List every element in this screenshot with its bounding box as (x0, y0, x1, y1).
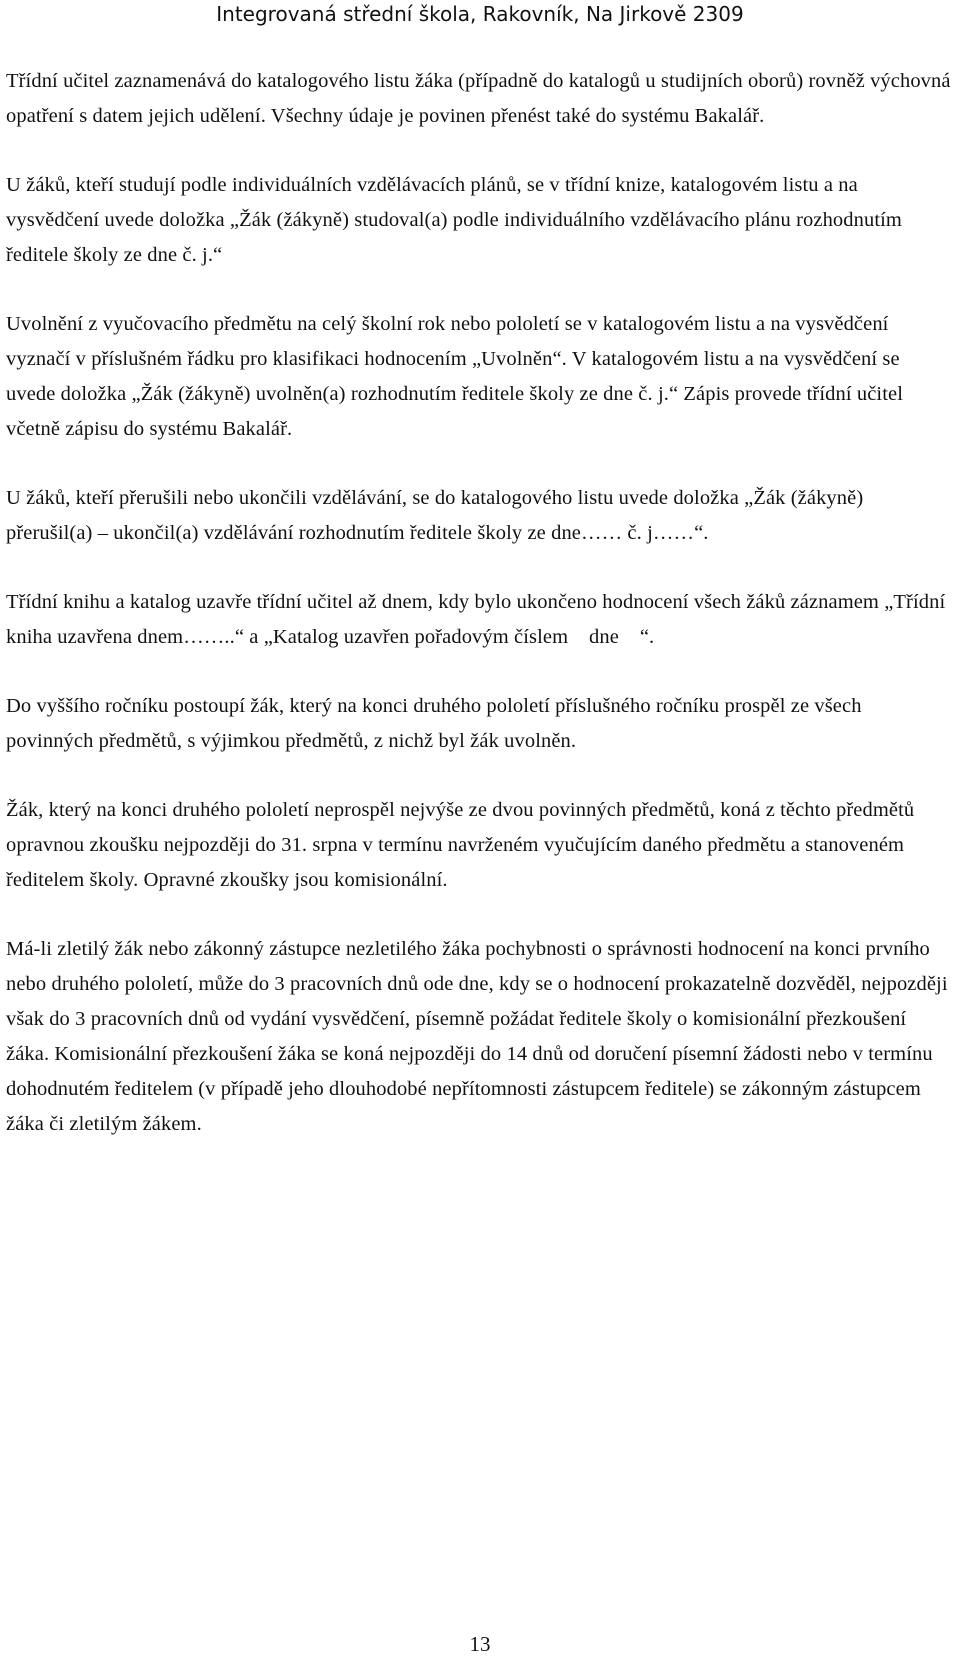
page-header: Integrovaná střední škola, Rakovník, Na Jirkově 2309 (216, 2, 744, 26)
page-number: 13 (469, 1632, 491, 1656)
paragraph-closing-records: Třídní knihu a katalog uzavře třídní učitel až dnem, kdy bylo ukončeno hodnocení všech žáků záznamem „Třídní kniha uzavřena dnem……..“ a „Katalog uzavřen pořadovým číslem dne “. (6, 591, 951, 648)
paragraph-individual-plan: U žáků, kteří studují podle individuálních vzdělávacích plánů, se v třídní knize, katalogovém listu a na vysvědčení uvede doložka „Žák (žákyně) studoval(a) podle individuálního vzdělávacího plánu rozhodnutím ředitele školy ze dne č. j.“ (6, 174, 908, 266)
paragraph-review-exam: Má-li zletilý žák nebo zákonný zástupce nezletilého žáka pochybnosti o správnosti hodnocení na konci prvního nebo druhého pololetí, může do 3 pracovních dnů ode dne, kdy se o hodnocení prokazatelně dozvěděl, nejpozději však do 3 pracovních dnů od vydání vysvědčení, písemně požádat ředitele školy o komisionální přezkoušení žáka. Komisionální přezkoušení žáka se koná nejpozději do 14 dnů od doručení písemní žádosti nebo v termínu dohodnutém ředitelem (v případě jeho dlouhodobé nepřítomnosti zástupcem ředitele) se zákonným zástupcem žáka či zletilým žákem. (6, 938, 953, 1135)
paragraph-interrupted-study: U žáků, kteří přerušili nebo ukončili vzdělávání, se do katalogového listu uvede doložka „Žák (žákyně) přerušil(a) – ukončil(a) vzdělávání rozhodnutím ředitele školy ze dne…… č. j……“. (6, 487, 869, 544)
paragraph-subject-exemption: Uvolnění z vyučovacího předmětu na celý školní rok nebo pololetí se v katalogovém listu a na vysvědčení vyznačí v příslušném řádku pro klasifikaci hodnocením „Uvolněn“. V katalogovém listu a na vysvědčení se uvede doložka „Žák (žákyně) uvolněn(a) rozhodnutím ředitele školy ze dne č. j.“ Zápis provede třídní učitel včetně zápisu do systému Bakalář. (6, 313, 909, 440)
paragraph-advancement: Do vyššího ročníku postoupí žák, který na konci druhého pololetí příslušného ročníku prospěl ze všech povinných předmětů, s výjimkou předmětů, z nichž byl žák uvolněn. (6, 695, 867, 752)
paragraph-catalog-entries: Třídní učitel zaznamenává do katalogového listu žáka (případně do katalogů u studijních oborů) rovněž výchovná opatření s datem jejich udělení. Všechny údaje je povinen přenést také do systému Bakalář. (6, 70, 956, 127)
paragraph-resit-exam: Žák, který na konci druhého pololetí neprospěl nejvýše ze dvou povinných předmětů, koná z těchto předmětů opravnou zkoušku nejpozději do 31. srpna v termínu navrženém vyučujícím daného předmětu a stanoveném ředitelem školy. Opravné zkoušky jsou komisionální. (6, 799, 920, 891)
document-body (6, 64, 954, 1176)
